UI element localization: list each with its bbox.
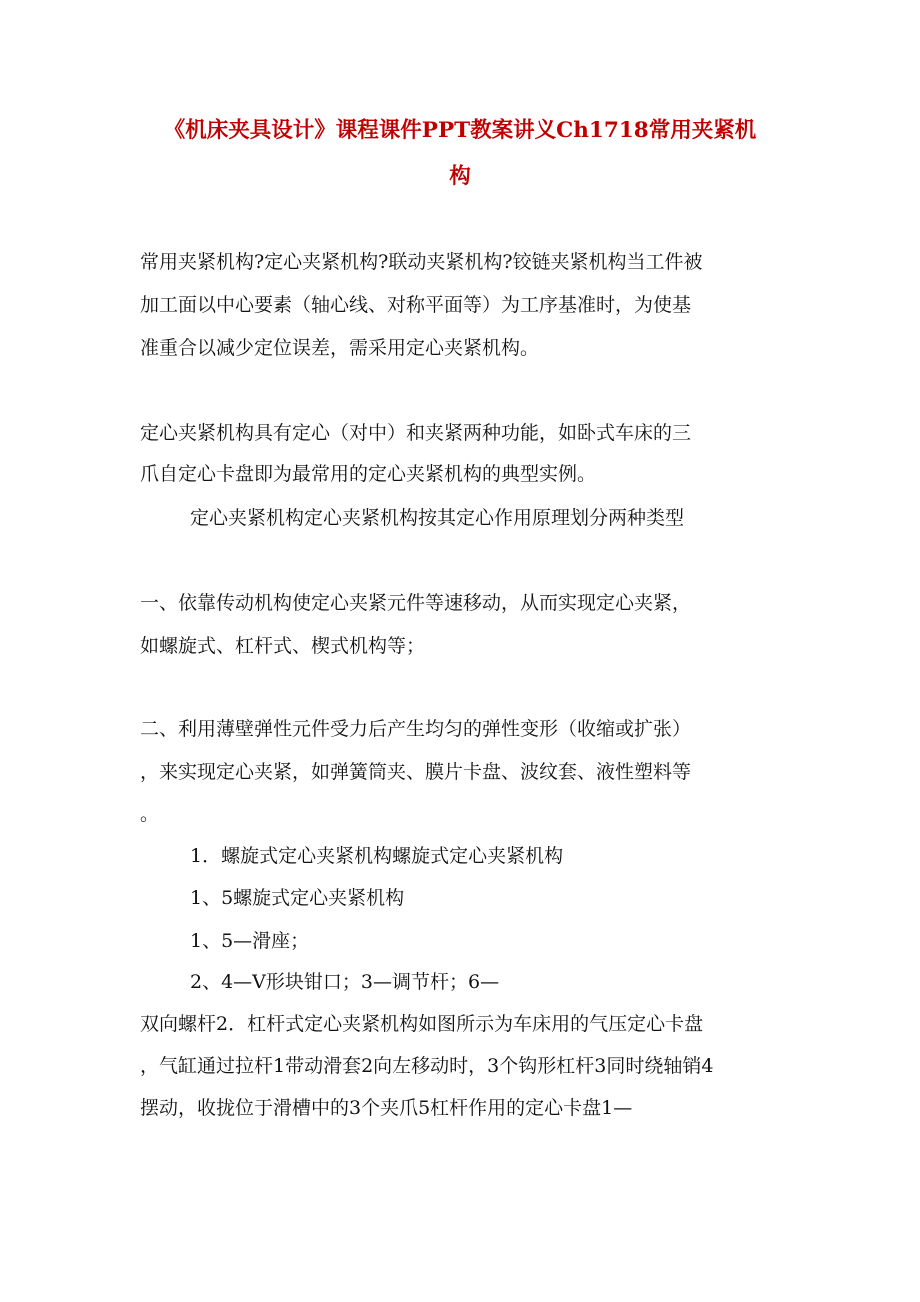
paragraph-line: 1、5—滑座； (190, 930, 310, 952)
paragraph-line: 定心夹紧机构具有定心（对中）和夹紧两种功能，如卧式车床的三 (140, 422, 692, 444)
paragraph-line: ，来实现定心夹紧，如弹簧筒夹、膜片卡盘、波纹套、液性塑料等 (140, 761, 692, 783)
paragraph-line: 定心夹紧机构定心夹紧机构按其定心作用原理划分两种类型 (190, 507, 685, 529)
title-line-2: 构 (449, 164, 471, 189)
paragraph-line: 爪自定心卡盘即为最常用的定心夹紧机构的典型实例。 (140, 463, 597, 485)
paragraph-line: 如螺旋式、杠杆式、楔式机构等； (140, 635, 426, 657)
paragraph-line: 一、依靠传动机构使定心夹紧元件等速移动，从而实现定心夹紧， (140, 592, 692, 614)
title-line-1: 《机床夹具设计》课程课件PPT教案讲义Ch1718常用夹紧机 (163, 118, 757, 143)
paragraph-line: 2、4—V形块钳口；3—调节杆；6— (190, 971, 500, 993)
paragraph-line: ，气缸通过拉杆1带动滑套2向左移动时，3个钩形杠杆3同时绕轴销4 (140, 1055, 714, 1077)
paragraph-line: 常用夹紧机构?定心夹紧机构?联动夹紧机构?铰链夹紧机构当工件被 (140, 251, 703, 273)
paragraph-line: 1、5螺旋式定心夹紧机构 (190, 887, 405, 909)
document-title (140, 108, 780, 200)
paragraph-line: 准重合以减少定位误差，需采用定心夹紧机构。 (140, 337, 540, 359)
paragraph-line: 加工面以中心要素（轴心线、对称平面等）为工序基准时，为使基 (140, 294, 692, 316)
paragraph-line: 摆动，收拢位于滑槽中的3个夹爪5杠杆作用的定心卡盘1— (140, 1097, 633, 1119)
paragraph-line: 。 (140, 803, 160, 825)
paragraph-line: 1．螺旋式定心夹紧机构螺旋式定心夹紧机构 (190, 845, 564, 867)
paragraph-line: 二、利用薄壁弹性元件受力后产生均匀的弹性变形（收缩或扩张） (140, 718, 692, 740)
paragraph-line: 双向螺杆2．杠杆式定心夹紧机构如图所示为车床用的气压定心卡盘 (140, 1013, 704, 1035)
